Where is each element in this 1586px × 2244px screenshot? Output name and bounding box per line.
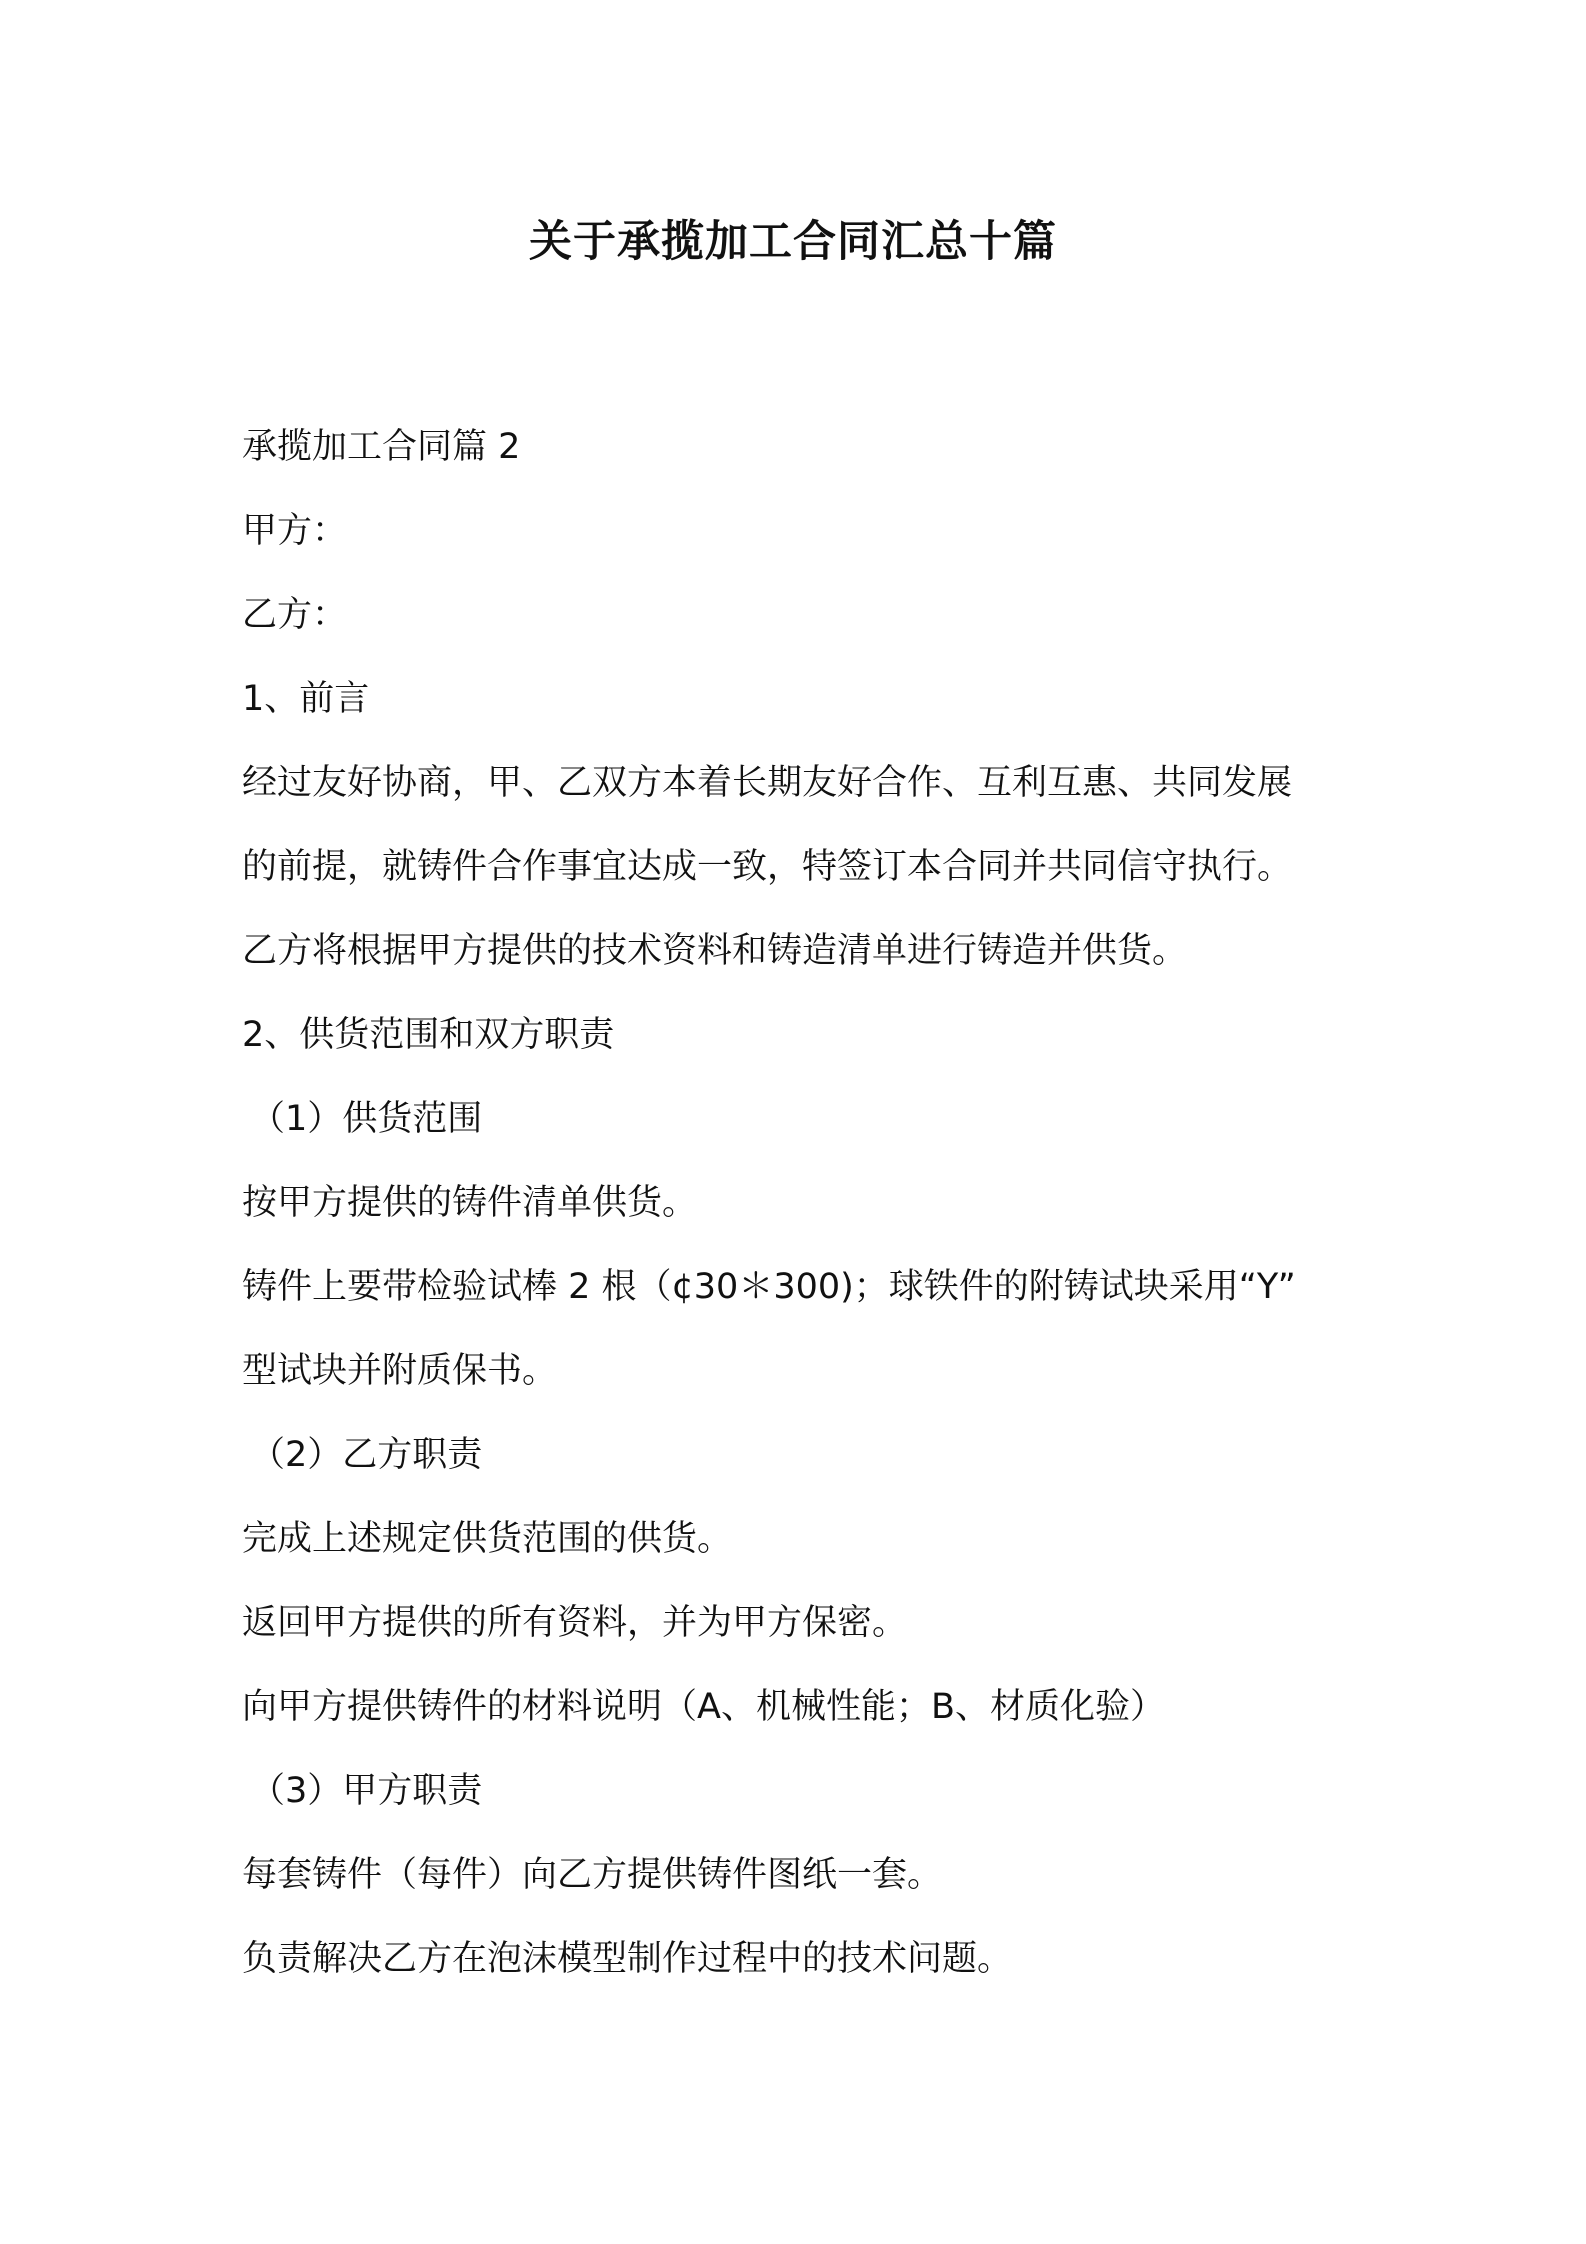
paragraph-line: 乙方将根据甲方提供的技术资料和铸造清单进行铸造并供货。 bbox=[242, 931, 1188, 971]
paragraph-line: 型试块并附质保书。 bbox=[242, 1351, 558, 1391]
paragraph-line: 每套铸件（每件）向乙方提供铸件图纸一套。 bbox=[242, 1855, 943, 1895]
subclause-heading: （3）甲方职责 bbox=[250, 1771, 483, 1811]
party-b-line: 乙方： bbox=[242, 595, 348, 635]
paragraph-line: 完成上述规定供货范围的供货。 bbox=[242, 1519, 733, 1559]
paragraph-line: 按甲方提供的铸件清单供货。 bbox=[242, 1183, 698, 1223]
party-a-line: 甲方： bbox=[242, 511, 348, 551]
subclause-heading: （1）供货范围 bbox=[250, 1099, 483, 1139]
clause-heading-preface: 1、前言 bbox=[242, 679, 370, 719]
document-body bbox=[242, 405, 1382, 2001]
paragraph-line: 经过友好协商，甲、乙双方本着长期友好合作、互利互惠、共同发展 bbox=[242, 763, 1293, 803]
paragraph-line: 铸件上要带检验试棒 2 根（¢30＊300)；球铁件的附铸试块采用“Y” bbox=[242, 1267, 1296, 1307]
paragraph-line: 负责解决乙方在泡沫模型制作过程中的技术问题。 bbox=[242, 1939, 1013, 1979]
document-title: 关于承揽加工合同汇总十篇 bbox=[529, 217, 1057, 267]
paragraph-line: 向甲方提供铸件的材料说明（A、机械性能；B、材质化验） bbox=[242, 1687, 1165, 1727]
subclause-heading: （2）乙方职责 bbox=[250, 1435, 483, 1475]
paragraph-line: 的前提，就铸件合作事宜达成一致，特签订本合同并共同信守执行。 bbox=[242, 847, 1293, 887]
paragraph-line: 返回甲方提供的所有资料，并为甲方保密。 bbox=[242, 1603, 908, 1643]
section-heading: 承揽加工合同篇 2 bbox=[242, 427, 521, 467]
clause-heading-scope: 2、供货范围和双方职责 bbox=[242, 1015, 615, 1055]
